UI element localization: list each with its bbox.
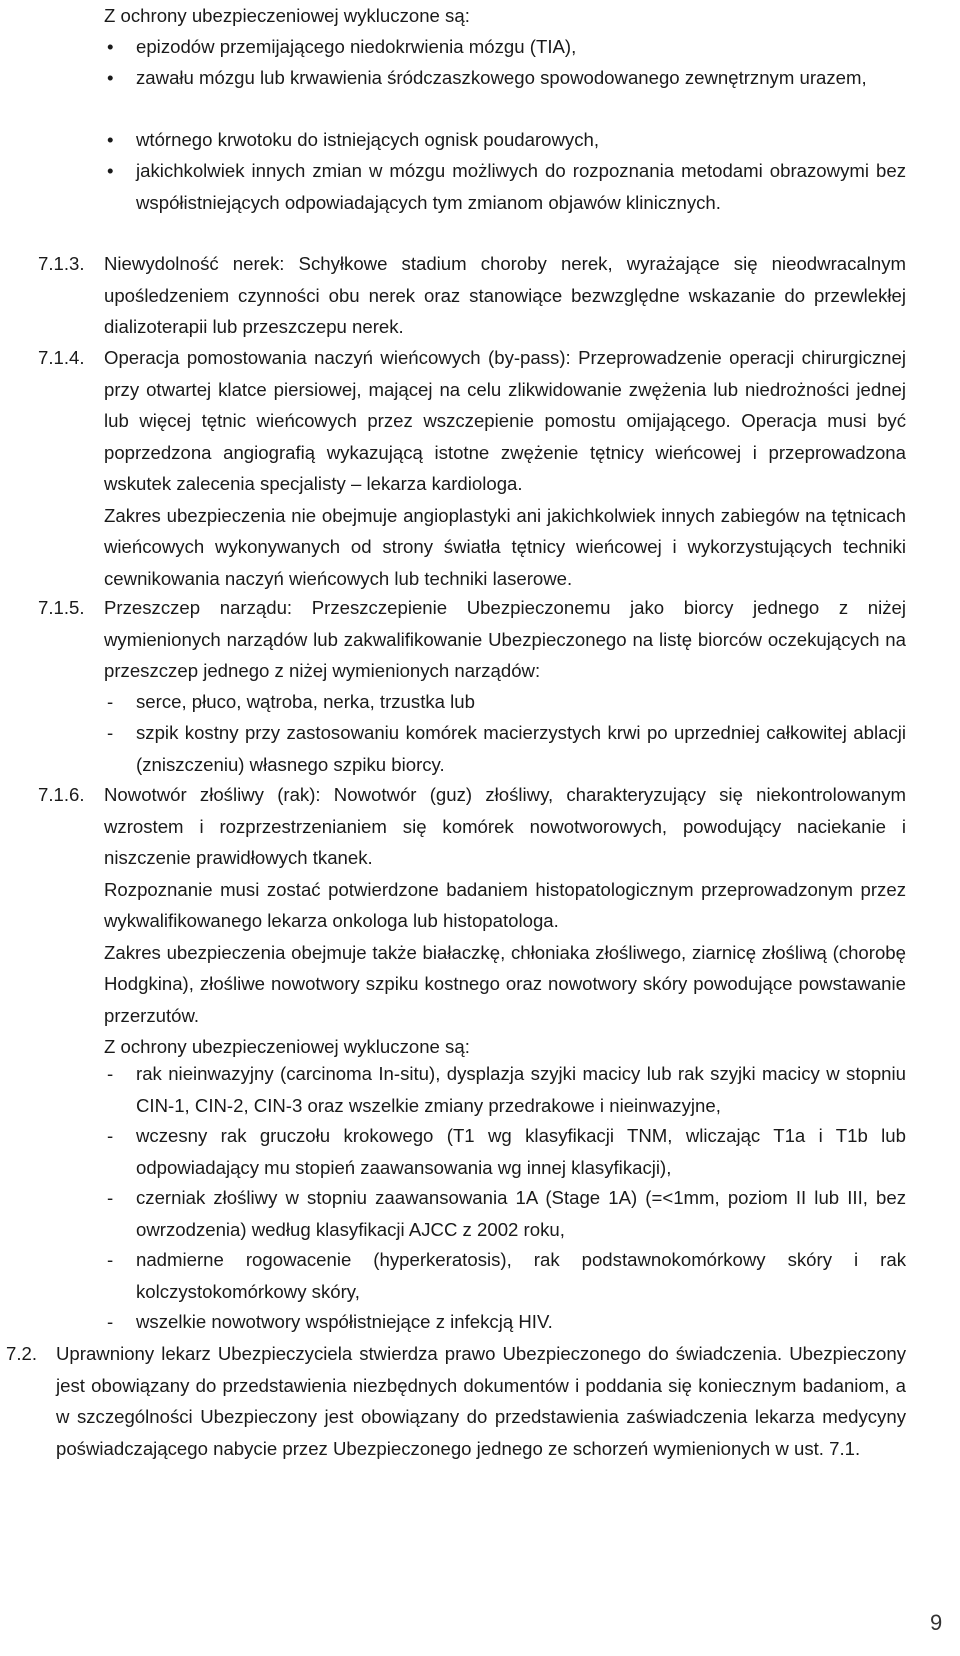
bullet-text: zawału mózgu lub krwawienia śródczaszkowego spowodowanego zewnętrznym urazem, [136, 67, 867, 88]
dash-marker: - [107, 1125, 114, 1146]
bullet-marker: • [107, 67, 114, 88]
dash-marker: - [107, 1187, 114, 1208]
bullet-marker: • [107, 129, 114, 150]
section-paragraph: Z ochrony ubezpieczeniowej wykluczone są: [104, 1036, 470, 1057]
list-item-text: czerniak złośliwy w stopniu zaawansowania 1A (Stage 1A) (=<1mm, poziom II lub III, bez owrzodzenia) według klasyfikacji AJCC z 2002 roku, [136, 1187, 906, 1240]
page-number: 9 [930, 1610, 943, 1635]
bullet-text: jakichkolwiek innych zmian w mózgu możliwych do rozpoznania metodami obrazowymi bez współistniejących odpowiadających tym zmianom objawów klinicznych. [136, 160, 906, 213]
section-number: 7.1.6. [38, 784, 85, 805]
section-number: 7.1.3. [38, 253, 85, 274]
bullet-text: epizodów przemijającego niedokrwienia mózgu (TIA), [136, 36, 577, 57]
dash-marker: - [107, 1063, 114, 1084]
section-number: 7.1.5. [38, 597, 85, 618]
section-text: Uprawniony lekarz Ubezpieczyciela stwierdza prawo Ubezpieczonego do świadczenia. Ubezpieczony jest obowiązany do przedstawienia niezbędnych dokumentów i poddania się koniecznym badaniom, a w szczególności Ubezpieczony jest obowiązany do przedstawienia zaświadczenia lekarza medycyny poświadczającego nabycie przez Ubezpieczonego jednego ze schorzeń wymienionych w ust. 7.1. [56, 1343, 906, 1459]
bullet-marker: • [107, 160, 114, 181]
section-paragraph: Nowotwór złośliwy (rak): Nowotwór (guz) złośliwy, charakteryzujący się niekontrolowanym wzrostem i rozprzestrzenianiem się komórek nowotworowych, powodujący naciekanie i niszczenie prawidłowych tkanek. [104, 784, 906, 868]
list-item-text: wszelkie nowotwory współistniejące z infekcją HIV. [136, 1311, 553, 1332]
list-item-text: rak nieinwazyjny (carcinoma In-situ), dysplazja szyjki macicy lub rak szyjki macicy w stopniu CIN-1, CIN-2, CIN-3 oraz wszelkie zmiany przedrakowe i nieinwazyjne, [136, 1063, 906, 1116]
list-item-text: szpik kostny przy zastosowaniu komórek macierzystych krwi po uprzedniej całkowitej ablacji (zniszczeniu) własnego szpiku biorcy. [136, 722, 906, 775]
dash-marker: - [107, 691, 114, 712]
bullet-marker: • [107, 36, 114, 57]
dash-marker: - [107, 1249, 114, 1270]
list-item-text: wczesny rak gruczołu krokowego (T1 wg klasyfikacji TNM, wliczając T1a i T1b lub odpowiadający mu stopień zaawansowania wg innej klasyfikacji), [136, 1125, 906, 1178]
section-paragraph: Operacja pomostowania naczyń wieńcowych (by-pass): Przeprowadzenie operacji chirurgicznej przy otwartej klatce piersiowej, mającej na celu zlikwidowanie zwężenia lub niedrożności jednej lub więcej tętnic wieńcowych przez wszczepienie pomostu omijającego. Operacja musi być poprzedzona angiografią wykazującą istotne zwężenie tętnicy wieńcowej i przeprowadzona wskutek zalecenia specjalisty – lekarza kardiologa. [104, 347, 906, 494]
dash-marker: - [107, 722, 114, 743]
bullet-text: wtórnego krwotoku do istniejących ognisk poudarowych, [136, 129, 600, 150]
section-number: 7.2. [6, 1343, 38, 1364]
section-paragraph: Rozpoznanie musi zostać potwierdzone badaniem histopatologicznym przeprowadzonym przez wykwalifikowanego lekarza onkologa lub histopatologa. [104, 878, 906, 931]
section-text: Niewydolność nerek: Schyłkowe stadium choroby nerek, wyrażające się nieodwracalnym upośledzeniem czynności obu nerek oraz stanowiące bezwzględne wskazanie do przewlekłej dializoterapii lub przeszczepu nerek. [104, 253, 906, 337]
dash-marker: - [107, 1311, 114, 1332]
list-item-text: nadmierne rogowacenie (hyperkeratosis), rak podstawnokomórkowy skóry i rak kolczystokomórkowy skóry, [136, 1249, 906, 1302]
exclusions-intro: Z ochrony ubezpieczeniowej wykluczone są: [104, 5, 470, 26]
section-paragraph: Zakres ubezpieczenia obejmuje także białaczkę, chłoniaka złośliwego, ziarnicę złośliwą (chorobę Hodgkina), złośliwe nowotwory szpiku kostnego oraz nowotwory skóry powodujące powstawanie przerzutów. [104, 941, 906, 1026]
section-paragraph: Zakres ubezpieczenia nie obejmuje angioplastyki ani jakichkolwiek innych zabiegów na tętnicach wieńcowych wykonywanych od strony światła tętnicy wieńcowej i wykorzystujących techniki cewnikowania naczyń wieńcowych lub techniki laserowe. [104, 504, 906, 589]
section-text: Przeszczep narządu: Przeszczepienie Ubezpieczonemu jako biorcy jednego z niżej wymienionych narządów lub zakwalifikowanie Ubezpieczonego na listę biorców oczekujących na przeszczep jednego z niżej wymienionych narządów: [104, 597, 906, 681]
section-number: 7.1.4. [38, 347, 85, 368]
list-item-text: serce, płuco, wątroba, nerka, trzustka lub [136, 691, 475, 712]
